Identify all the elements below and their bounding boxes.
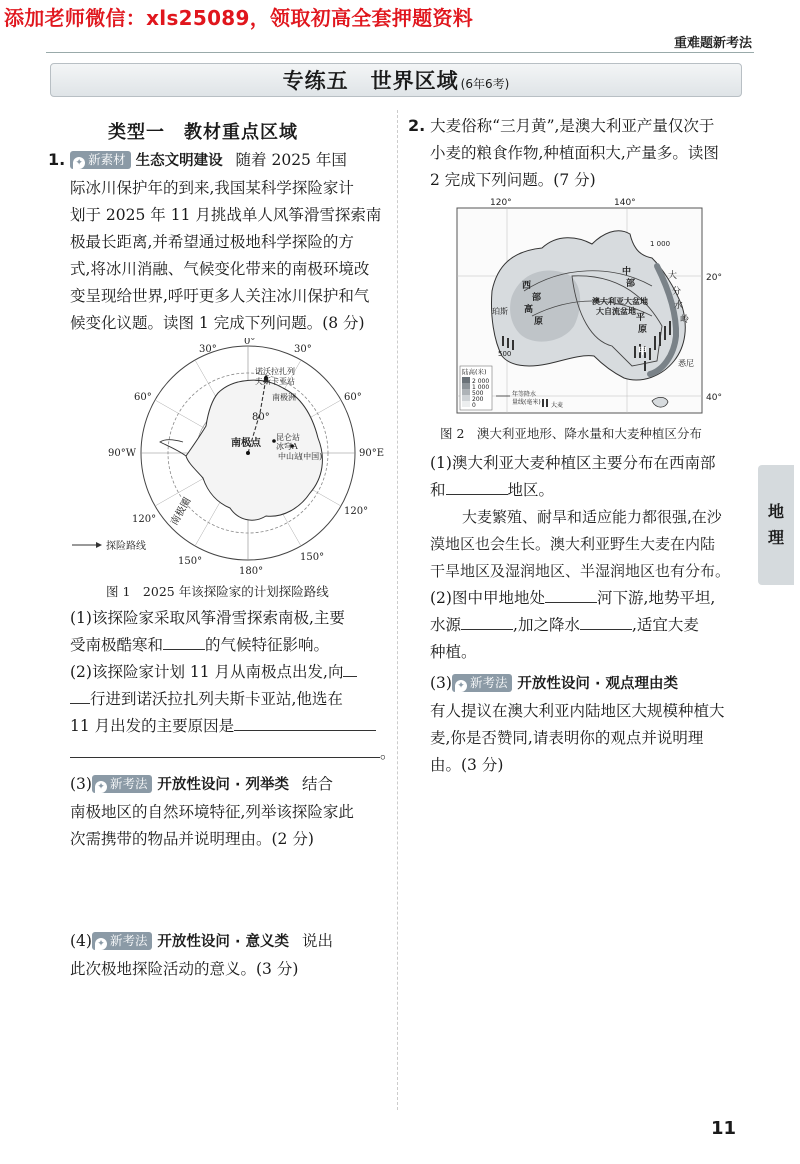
answer-blank[interactable] xyxy=(70,689,90,704)
q2-p3-num: (3) xyxy=(430,674,452,692)
map-label: 60° xyxy=(134,392,152,403)
q2-p2-text5: ,适宜大麦 xyxy=(631,616,699,634)
side-tab-char: 理 xyxy=(767,528,784,547)
map-label: 20° xyxy=(706,273,722,283)
q1-p3-text: 结合 xyxy=(301,775,333,793)
map-label: 30° xyxy=(199,344,217,355)
q1-p1-line2 xyxy=(70,632,395,659)
map-label: 180° xyxy=(239,566,264,577)
q1-p3-tag xyxy=(92,775,153,793)
map-label: 150° xyxy=(300,552,325,563)
map-legend: 大麦 xyxy=(551,402,564,409)
map-label: 诺沃拉扎列 xyxy=(255,367,295,376)
q1-number: 1. xyxy=(48,150,66,169)
q1-p3-type: 开放性设问 · 列举类 xyxy=(157,777,290,793)
q1-p1-text2: 的气候特征影响。 xyxy=(205,636,330,654)
map-label: 昆仑站 xyxy=(276,433,300,442)
q2-p2-text4: ,加之降水 xyxy=(513,616,580,634)
q2-p2-text3: 水源 xyxy=(430,616,462,634)
map-label: 40° xyxy=(706,393,722,403)
tag-icon: ✦ xyxy=(95,938,107,950)
map-label: 珀斯 xyxy=(492,307,508,316)
q2-number: 2. xyxy=(408,116,426,135)
q1-p2-text: (2)该探险家计划 11 月从南极点出发,向 xyxy=(70,663,344,681)
q1-p1-line1: (1)该探险家采取风筝滑雪探索南极,主要 xyxy=(70,609,345,627)
map-label: 60° xyxy=(344,392,362,403)
map-label: 部 xyxy=(626,279,636,289)
q1-p4 xyxy=(70,928,395,983)
q2-stem-line: 小麦的粮食作物,种植面积大,产量多。读图 xyxy=(430,144,719,162)
q2-p1-line2 xyxy=(430,477,755,504)
q2-stem-line: 2 完成下列问题。(7 分) xyxy=(430,171,596,189)
map-legend: 1 000 xyxy=(472,384,490,391)
q1-p2-end: 。 xyxy=(380,744,396,762)
q2-p3-line4: 由。(3 分) xyxy=(430,756,504,774)
q1-tag xyxy=(70,151,131,169)
map-label: 80° xyxy=(252,412,270,423)
q1-subquestions xyxy=(70,605,395,853)
map-legend: 2 000 xyxy=(472,378,490,385)
q1-topic: 生态文明建设 xyxy=(135,153,223,169)
map-label: 水 xyxy=(674,301,684,311)
answer-blank[interactable] xyxy=(163,635,205,650)
q1-p2-line1 xyxy=(70,659,395,686)
section-heading: 类型一 教材重点区域 xyxy=(108,122,298,143)
q2-p3-line2: 有人提议在澳大利亚内陆地区大规模种植大 xyxy=(430,702,725,720)
map-label: 南极洲 xyxy=(272,393,296,402)
map-label: 中 xyxy=(622,267,632,277)
header-label: 重难题新考法 xyxy=(673,36,752,51)
side-tab-char: 地 xyxy=(767,502,784,521)
map-label: 分 xyxy=(672,287,682,297)
q1-stem-line: 变呈现给世界,呼吁更多人关注冰川保护和气 xyxy=(70,287,370,305)
map-label: 夫斯卡亚站 xyxy=(255,377,295,386)
title-banner xyxy=(50,63,742,97)
q1-p4-text: 说出 xyxy=(301,932,333,950)
q2-stem xyxy=(408,112,753,194)
map-label: 原 xyxy=(534,317,544,327)
q1-p2-line3 xyxy=(70,713,395,740)
q1-stem-line: 候变化议题。读图 1 完成下列问题。(8 分) xyxy=(70,314,365,332)
map-label: 120° xyxy=(344,506,369,517)
map-label: 部 xyxy=(532,293,542,303)
page-title-sub: (6年6考) xyxy=(460,76,510,91)
answer-blank[interactable] xyxy=(343,662,357,677)
map-label: 120° xyxy=(490,198,512,208)
q2-p3-type: 开放性设问 · 观点理由类 xyxy=(517,676,679,692)
tag-icon: ✦ xyxy=(73,157,85,169)
handwritten-note: 大麦繁殖、耐旱和适应能力都很强,在沙 xyxy=(462,508,722,526)
tag-icon: ✦ xyxy=(95,781,107,793)
q1-p3-line3: 次需携带的物品并说明理由。(2 分) xyxy=(70,830,314,848)
answer-blank[interactable] xyxy=(70,743,380,758)
map-label: 90°E xyxy=(359,448,385,459)
map-label: 西 xyxy=(522,281,532,291)
q1-p4-tag-label: 新考法 xyxy=(109,933,148,948)
q1-p4-type: 开放性设问 · 意义类 xyxy=(157,934,290,950)
q2-p1-line1: (1)澳大利亚大麦种植区主要分布在西南部 xyxy=(430,454,716,472)
fig1-caption: 图 1 2025 年该探险家的计划探险路线 xyxy=(106,584,329,599)
promo-watermark: 添加老师微信：xls25089，领取初高全套押题资料 xyxy=(4,6,474,30)
q1-p3-line1 xyxy=(70,771,395,799)
map-legend: 0 xyxy=(472,402,476,409)
map-legend: 探险路线 xyxy=(106,541,146,552)
map-label: (中国) xyxy=(300,452,323,461)
q1-p2-line2 xyxy=(70,686,395,713)
map-label: 原 xyxy=(638,325,648,335)
q2-p2-line1 xyxy=(430,585,755,612)
answer-blank[interactable] xyxy=(234,716,376,731)
answer-blank[interactable] xyxy=(545,588,597,603)
map-label: 高 xyxy=(524,305,534,315)
map-label: 岭 xyxy=(680,315,690,325)
fig2-caption: 图 2 澳大利亚地形、降水量和大麦种植区分布 xyxy=(440,426,702,441)
map-legend: 陆高(米) xyxy=(462,368,487,376)
map-label: 中山站 xyxy=(278,452,302,461)
map-label: 冰穹A xyxy=(276,442,298,451)
page-title: 专练五 世界区域 xyxy=(282,69,459,93)
q2-p3-tag-label: 新考法 xyxy=(469,675,508,690)
q1-stem-start: 随着 2025 年国 xyxy=(235,151,347,169)
subject-side-tab[interactable] xyxy=(758,465,794,585)
answer-blank[interactable] xyxy=(580,615,632,630)
map-label: 大自流盆地 xyxy=(596,307,636,316)
q2-subquestions xyxy=(430,450,755,779)
map-label: 150° xyxy=(178,556,203,567)
q1-p3-line2: 南极地区的自然环境特征,列举该探险家此 xyxy=(70,803,354,821)
map-label: 140° xyxy=(614,198,636,208)
map-legend: 年等降水 xyxy=(512,391,537,398)
q1-tag-label: 新素材 xyxy=(88,152,126,167)
map-label: 1 000 xyxy=(650,240,671,248)
q2-p2-line3: 种植。 xyxy=(430,643,477,661)
q1-stem xyxy=(48,146,393,337)
handwritten-note: 漠地区也会生长。澳大利亚野生大麦在内陆 xyxy=(430,535,716,553)
answer-blank[interactable] xyxy=(461,615,513,630)
q2-stem-line: 大麦俗称“三月黄”,是澳大利亚产量仅次于 xyxy=(430,117,715,135)
q1-p4-line1 xyxy=(70,928,395,956)
header-divider xyxy=(46,52,754,53)
map-label: 甲 xyxy=(638,347,648,357)
q1-p3-num: (3) xyxy=(70,775,92,793)
q2-p2-text: (2)图中甲地地处 xyxy=(430,589,545,607)
q2-p3-line3: 麦,你是否赞同,请表明你的观点并说明理 xyxy=(430,729,704,747)
q1-p1-text: 受南极酷寒和 xyxy=(70,636,164,654)
q1-p4-num: (4) xyxy=(70,932,92,950)
map-label: 悉尼 xyxy=(678,359,694,368)
antarctica-map xyxy=(68,338,388,578)
q1-p4-line2: 此次极地探险活动的意义。(3 分) xyxy=(70,960,299,978)
map-label: 澳大利亚大盆地 xyxy=(592,297,648,306)
map-label: 南极点 xyxy=(231,438,261,449)
q2-p1-text2: 地区。 xyxy=(507,481,555,499)
map-label: 120° xyxy=(132,514,157,525)
q1-p2-line4 xyxy=(70,740,395,767)
column-divider xyxy=(397,110,398,1110)
map-label: 平 xyxy=(636,313,646,323)
q1-stem-line: 际冰川保护年的到来,我国某科学探险家计 xyxy=(70,179,354,197)
q2-p3-tag xyxy=(452,674,513,692)
map-legend: 200 xyxy=(472,396,484,403)
map-legend: 500 xyxy=(472,390,484,397)
q2-p2-text2: 河下游,地势平坦, xyxy=(596,589,716,607)
q2-p2-line2 xyxy=(430,612,755,639)
q1-p2-text3: 11 月出发的主要原因是 xyxy=(70,717,235,735)
q1-p2-text2: 行进到诺沃拉扎列夫斯卡亚站,他选在 xyxy=(90,690,343,708)
map-label: 0° xyxy=(244,338,256,347)
map-label: 30° xyxy=(294,344,312,355)
q1-p4-tag xyxy=(92,932,153,950)
q2-p1-text: 和 xyxy=(430,481,446,499)
q1-stem-line: 极最长距离,并希望通过极地科学探险的方 xyxy=(70,233,354,251)
q2-p3-line1 xyxy=(430,670,755,698)
q1-stem-line: 划于 2025 年 11 月挑战单人风筝滑雪探索南 xyxy=(70,206,382,224)
q1-stem-line: 式,将冰川消融、气候变化带来的南极环境改 xyxy=(70,260,370,278)
page-number: 11 xyxy=(710,1118,736,1139)
tag-icon: ✦ xyxy=(455,680,467,692)
map-label: 南极圈 xyxy=(169,496,194,528)
answer-blank[interactable] xyxy=(446,480,508,495)
map-label: 大 xyxy=(668,271,678,281)
australia-map xyxy=(452,196,724,418)
map-label: 500 xyxy=(498,350,512,358)
map-label: 90°W xyxy=(108,448,137,459)
handwritten-note: 干旱地区及湿润地区、半湿润地区也有分布。 xyxy=(430,562,731,580)
q1-p3-tag-label: 新考法 xyxy=(109,776,148,791)
map-legend: 量线(毫米) xyxy=(512,399,541,406)
